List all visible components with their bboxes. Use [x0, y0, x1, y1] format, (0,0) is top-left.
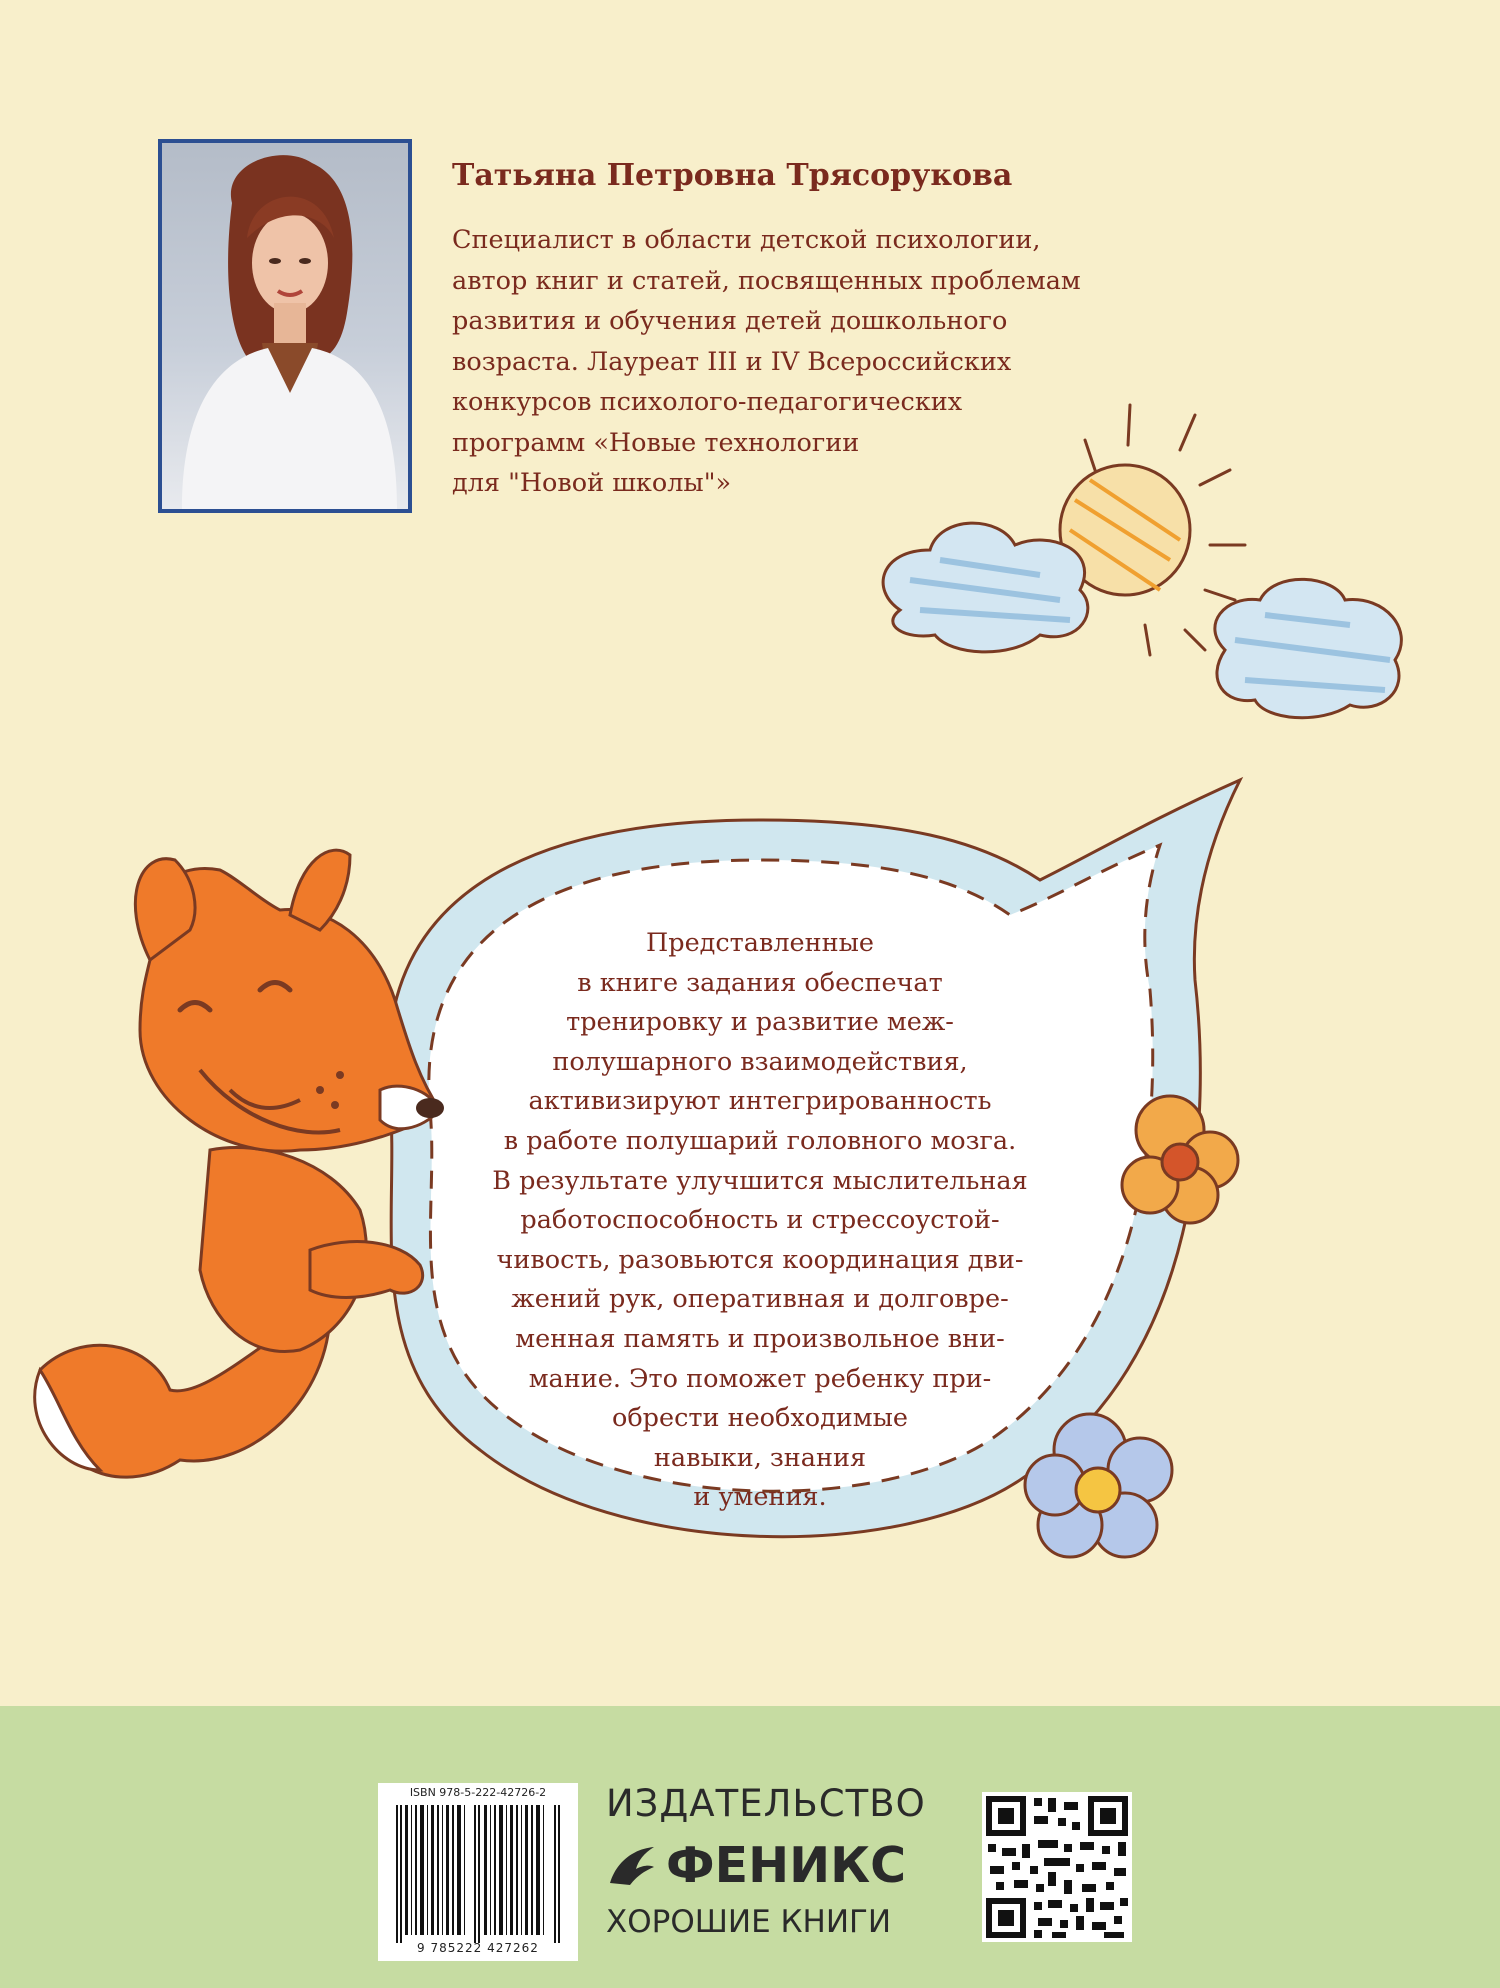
description-line: мание. Это поможет ребенку при- [528, 1363, 992, 1394]
publisher-brand-name: ФЕНИКС [666, 1837, 907, 1894]
qr-code [982, 1792, 1132, 1942]
description-line: активизируют интегрированность [528, 1086, 992, 1117]
publisher-label: ИЗДАТЕЛЬСТВО [606, 1782, 926, 1825]
flower-orange-icon [1122, 1096, 1238, 1223]
description-line: в работе полушарий головного мозга. [503, 1125, 1017, 1156]
author-bio-line: развития и обучения детей дошкольного [452, 306, 1008, 336]
author-bio-line: возраста. Лауреат III и IV Всероссийских [452, 346, 1012, 377]
fox-illustration [35, 850, 444, 1477]
isbn-text: ISBN 978-5-222-42726-2 [409, 1786, 547, 1799]
description-line: полушарного взаимодействия, [552, 1046, 968, 1077]
barcode-digits: 9 785222 427262 [417, 1941, 539, 1955]
author-bio-line: Специалист в области детской психологии, [452, 225, 1041, 255]
description-line: работоспособность и стрессоустой- [520, 1205, 1000, 1236]
author-bio-line: программ «Новые технологии [452, 427, 860, 458]
publisher-brand [606, 1837, 966, 1894]
author-bio-line: конкурсов психолого-педагогических [452, 387, 963, 417]
description-line: и умения. [693, 1482, 827, 1513]
publisher-slogan: ХОРОШИЕ КНИГИ [606, 1904, 892, 1940]
description-line: тренировку и развитие меж- [566, 1007, 954, 1038]
description-line: жений рук, оперативная и долговре- [511, 1284, 1009, 1315]
description-line: обрести необходимые [611, 1403, 909, 1434]
author-bio-line: автор книг и статей, посвященных проблемам [452, 265, 1081, 296]
description-line: В результате улучшится мыслительная [492, 1165, 1028, 1196]
phoenix-icon [606, 1843, 658, 1889]
description-line: навыки, знания [653, 1442, 867, 1473]
cloud-left-icon [883, 523, 1088, 652]
barcode-bars [378, 1783, 578, 1961]
barcode [378, 1783, 578, 1961]
description-line: в книге задания обеспечат [577, 967, 943, 998]
cloud-right-icon [1215, 579, 1401, 717]
qr-code-pattern [982, 1792, 1132, 1942]
publisher-logo [606, 1782, 966, 1940]
author-name: Татьяна Петровна Трясорукова [452, 158, 1013, 193]
author-bio-line: для "Новой школы"» [452, 468, 732, 498]
description-line: Представленные [646, 928, 874, 958]
description-line: чивость, разовьются координация дви- [496, 1244, 1024, 1275]
book-description [420, 924, 1100, 1518]
description-line: менная память и произвольное вни- [515, 1323, 1005, 1354]
